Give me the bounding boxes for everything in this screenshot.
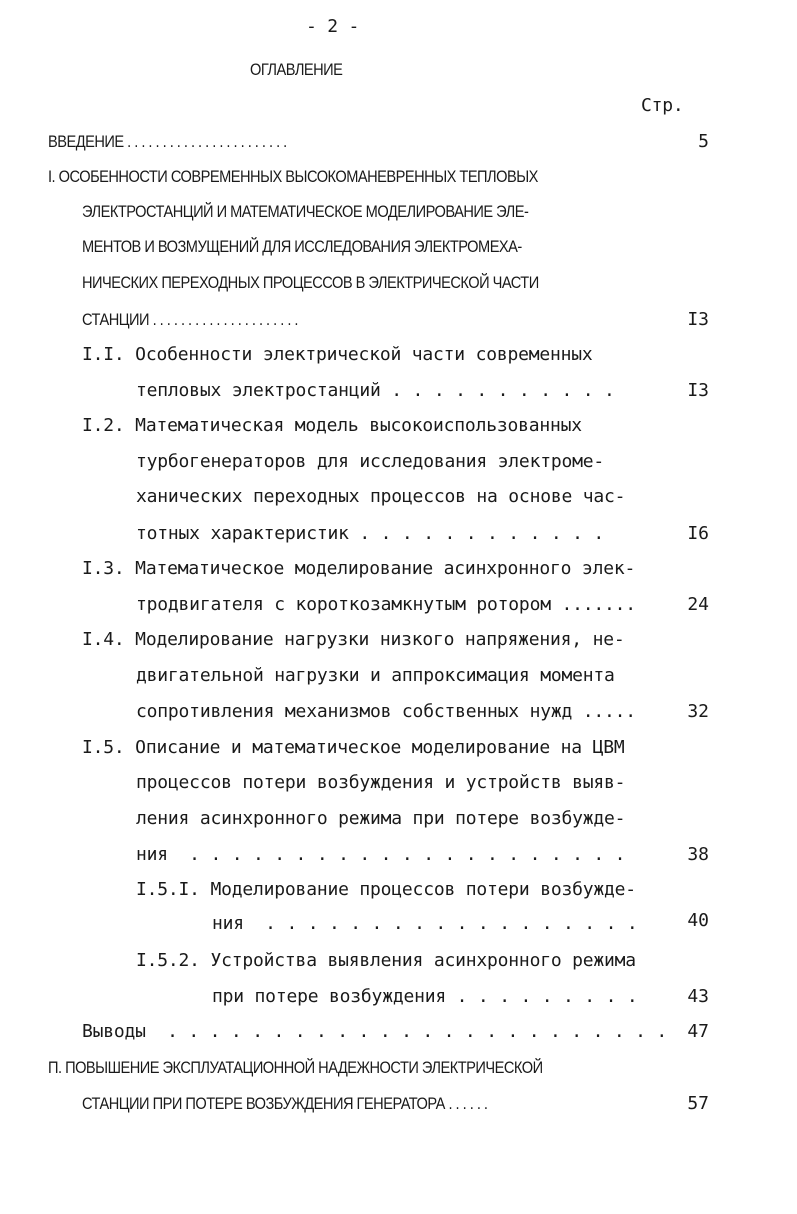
toc-entry-ch1: I. ОСОБЕННОСТИ СОВРЕМЕННЫХ ВЫСОКОМАНЕВРЕННЫХ ТЕПЛОВЫХ [48,167,538,186]
toc-entry-1-2: I.2. Математическая модель высокоиспользованных [82,415,582,436]
toc-entry-ch2: П. ПОВЫШЕНИЕ ЭКСПЛУАТАЦИОННОЙ НАДЕЖНОСТИ ЭЛЕКТРИЧЕСКОЙ [48,1058,543,1077]
page-number: - 2 - [306,16,360,37]
page-column-label: Стр. [641,95,684,116]
toc-page-1-4: 32 [687,701,709,722]
toc-page-ch1: I3 [687,309,709,330]
toc-entry-ch1-cont: НИЧЕСКИХ ПЕРЕХОДНЫХ ПРОЦЕССОВ В ЭЛЕКТРИЧЕСКОЙ ЧАСТИ [82,273,539,292]
toc-entry-intro: ВВЕДЕНИЕ . . . . . . . . . . . . . . . . . . . . . . . [48,132,287,151]
toc-entry-1-5-1-cont: ния . . . . . . . . . . . . . . . . . . [212,913,638,934]
toc-heading: ОГЛАВЛЕНИЕ [250,60,343,79]
toc-entry-1-5: I.5. Описание и математическое моделирование на ЦВМ [82,737,625,758]
toc-entry-ch1-cont: СТАНЦИИ . . . . . . . . . . . . . . . . . . . . . [82,310,298,329]
toc-page-1-3: 24 [687,594,709,615]
toc-entry-1-4-cont: сопротивления механизмов собственных нужд ..... [136,701,636,722]
toc-entry-1-4: I.4. Моделирование нагрузки низкого напряжения, не- [82,629,625,650]
toc-entry-ch2-cont: СТАНЦИИ ПРИ ПОТЕРЕ ВОЗБУЖДЕНИЯ ГЕНЕРАТОРА . . . . . . [82,1094,488,1113]
toc-entry-1-2-cont: турбогенераторов для исследования электроме- [136,451,605,472]
toc-entry-1-5-2-cont: при потере возбуждения . . . . . . . . . [212,986,638,1007]
toc-page-1-2: I6 [687,523,709,544]
toc-entry-1-3: I.3. Математическое моделирование асинхронного элек- [82,558,636,579]
toc-entry-1-2-cont: ханических переходных процессов на основе час- [136,486,626,507]
toc-entry-1-1-cont: тепловых электростанций . . . . . . . . . . . [136,380,615,401]
toc-page-1-5-1: 40 [687,910,709,931]
toc-entry-1-5-cont: процессов потери возбуждения и устройств выяв- [136,772,626,793]
toc-page-ch2: 57 [687,1093,709,1114]
toc-page-intro: 5 [698,131,709,152]
toc-entry-1-5-2: I.5.2. Устройства выявления асинхронного режима [136,950,636,971]
toc-page-conclusions: 47 [687,1021,709,1042]
toc-page-1-5: 38 [687,844,709,865]
toc-entry-1-3-cont: тродвигателя с короткозамкнутым ротором ....... [136,594,636,615]
toc-entry-1-5-cont: ления асинхронного режима при потере возбужде- [136,808,626,829]
toc-entry-1-5-1: I.5.I. Моделирование процессов потери возбужде- [136,879,636,900]
toc-entry-conclusions: Выводы . . . . . . . . . . . . . . . . . . . . . . . . [82,1021,668,1042]
toc-page-1-1: I3 [687,380,709,401]
toc-page-1-5-2: 43 [687,986,709,1007]
toc-entry-1-4-cont: двигательной нагрузки и аппроксимация момента [136,665,615,686]
toc-entry-1-5-cont: ния . . . . . . . . . . . . . . . . . . . . . [136,844,626,865]
toc-entry-1-2-cont: тотных характеристик . . . . . . . . . . . . [136,523,605,544]
toc-entry-ch1-cont: ЭЛЕКТРОСТАНЦИЙ И МАТЕМАТИЧЕСКОЕ МОДЕЛИРОВАНИЕ ЭЛЕ- [82,202,529,221]
toc-entry-1-1: I.I. Особенности электрической части современных [82,344,593,365]
toc-entry-ch1-cont: МЕНТОВ И ВОЗМУЩЕНИЙ ДЛЯ ИССЛЕДОВАНИЯ ЭЛЕКТРОМЕХА- [82,237,522,256]
